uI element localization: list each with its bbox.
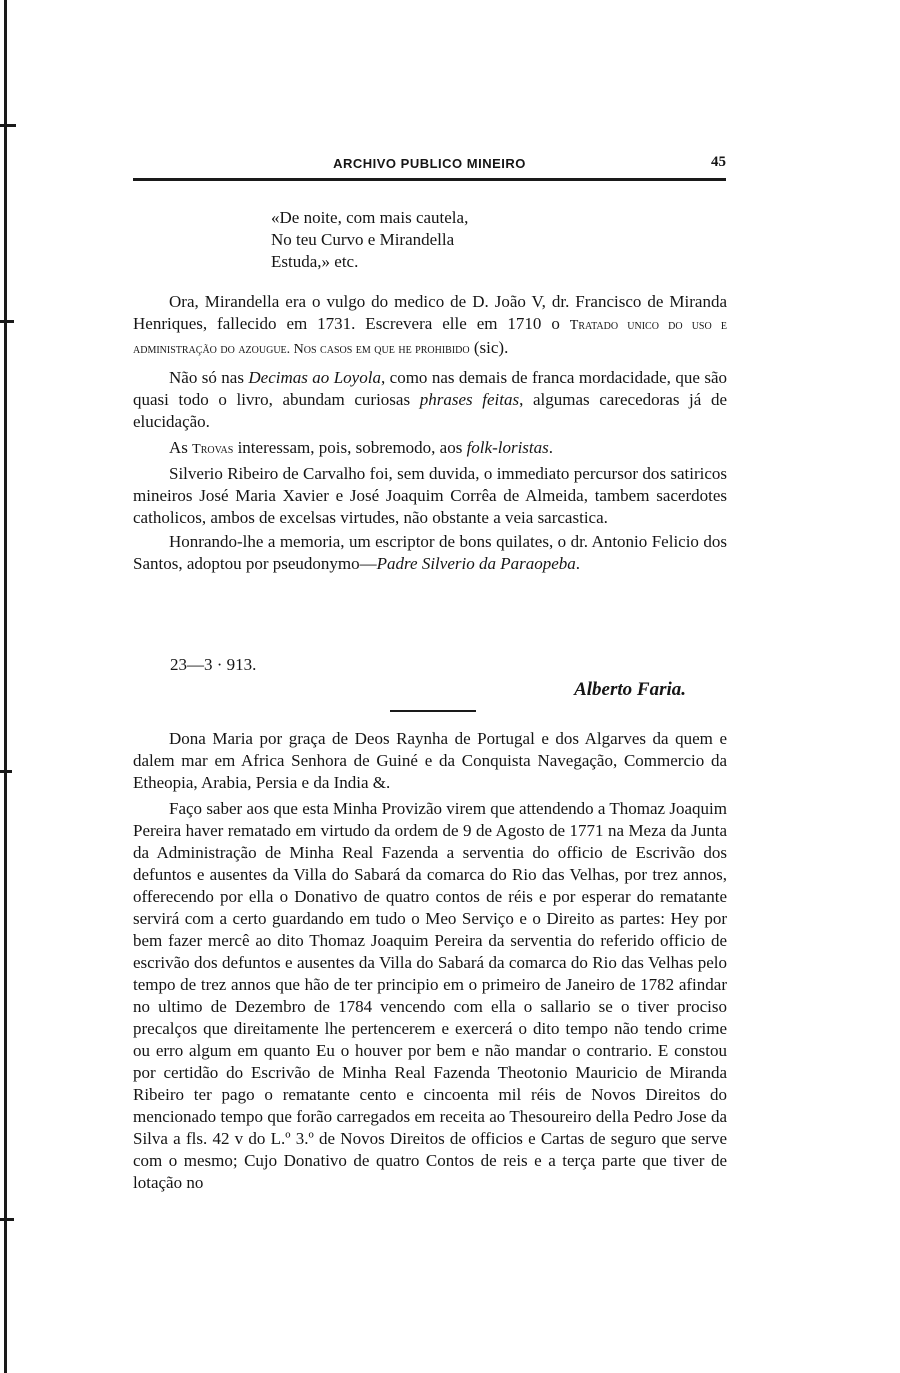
paragraph-text: Ora, Mirandella era o vulgo do medico de D. João V, dr. Francisco de Miranda Henriques, fallecido em 1731. Escrevera elle em 1710 o — [133, 292, 727, 333]
paragraph — [133, 531, 727, 575]
paragraph — [133, 437, 727, 461]
paragraph-text: (sic). — [469, 338, 509, 357]
quoted-verse — [271, 207, 468, 273]
emphasis-text: phrases feitas — [419, 390, 520, 409]
verse-line: Estuda,» etc. — [271, 252, 359, 271]
paragraph-text: . — [548, 438, 553, 457]
paragraph — [133, 291, 727, 361]
scan-binding-edge — [4, 0, 7, 1373]
pseudonym: Padre Silverio da Paraopeba — [376, 554, 576, 573]
journal-title: ARCHIVO PUBLICO MINEIRO — [333, 156, 526, 171]
book-title: Tratado unico do uso e administração do azougue. Nos casos em que he prohibido — [133, 318, 728, 357]
decree-paragraph: Faço saber aos que esta Minha Provizão virem que attendendo a Thomaz Joaquim Pereira haver rematado em virtudo da ordem de 9 de Agosto de 1771 na Meza da Junta da Administração de Minha Real Fazenda a serventia do officio de Escrivão dos defuntos e ausentes da Villa do Sabará da comarca do Rio das Velhas, por trez annos, offerecendo por ella o Donativo de quatro contos de réis e por esperar do rematante servirá com a certo guardando em tudo o Meo Serviço e o Direito as partes: Hey por bem fazer mercê ao dito Thomaz Joaquim Pereira da serventia do referido officio de escrivão dos defuntos e ausentes da Villa do Sabará da comarca do Rio das Velhas pelo tempo de trez annos que hão de ter principio em o primeiro de Janeiro de 1782 afindar no ultimo de Dezembro de 1784 vencendo com ella o sallario se o tiver prociso precalços que direitamente lhe pertencerem e exercerá o dito tempo não tendo crime ou erro algum em quanto Eu o houver por bem e não mandar o contrario. E constou por certidão do Escrivão de Minha Real Fazenda Theotonio Mauricio de Miranda Ribeiro ter pago o rematante cento e cincoenta mil réis de Novos Direitos do mencionado tempo que forão carregados em receita ao Thesoureiro della Pedro Jose da Silva a fls. 42 v do L.º 3.º de Novos Direitos de officios e Cartas de seguro que serve com o mesmo; Cujo Donativo de quatro Contos de reis e a terça parte que tiver de lotação no — [133, 799, 727, 1192]
paragraph-text: . — [575, 554, 580, 573]
paragraph-text: , algumas carecedoras já de elucidação. — [133, 390, 727, 431]
article-body — [133, 291, 727, 575]
header-rule — [133, 178, 726, 181]
verse-line: No teu Curvo e Mirandella — [271, 230, 455, 249]
work-title: Trovas — [192, 442, 234, 457]
running-header — [133, 150, 726, 172]
work-title: Decimas ao Loyola — [248, 368, 381, 387]
decree-paragraph: Dona Maria por graça de Deos Raynha de Portugal e dos Algarves da quem e dalem mar em Africa Senhora de Guiné e da Conquista Navegação, Commercio da Etheopia, Arabia, Persia e da India &. — [133, 729, 727, 792]
paragraph-text: interessam, pois, sobremodo, aos — [233, 438, 467, 457]
page-number: 45 — [711, 154, 726, 170]
author-signature: Alberto Faria. — [574, 679, 686, 700]
paragraph-text: As — [169, 438, 193, 457]
article-date: 23—3 · 913. — [170, 655, 257, 674]
paragraph-text: Honrando-lhe a memoria, um escriptor de bons quilates, o dr. Antonio Felicio dos Santos, adoptou por pseudonymo— — [133, 532, 727, 573]
paragraph: Silverio Ribeiro de Carvalho foi, sem duvida, o immediato percursor dos satiricos mineiros José Maria Xavier e José Joaquim Corrêa de Almeida, tambem sacerdotes catholicos, ambos de excelsas virtudes, não obstante a veia sarcastica. — [133, 464, 727, 527]
paragraph — [133, 367, 727, 433]
section-separator — [390, 710, 476, 712]
scan-edge-mark — [0, 124, 16, 127]
royal-decree — [133, 728, 727, 1194]
paragraph-text: , como nas demais de franca mordacidade, que são quasi todo o livro, abundam curiosas — [133, 368, 727, 409]
scan-edge-mark — [0, 320, 14, 323]
scan-edge-mark — [0, 1218, 14, 1221]
scan-edge-mark — [0, 770, 12, 773]
verse-line: «De noite, com mais cautela, — [271, 208, 469, 227]
paragraph-text: Não só nas — [169, 368, 249, 387]
emphasis-text: folk-loristas — [466, 438, 549, 457]
